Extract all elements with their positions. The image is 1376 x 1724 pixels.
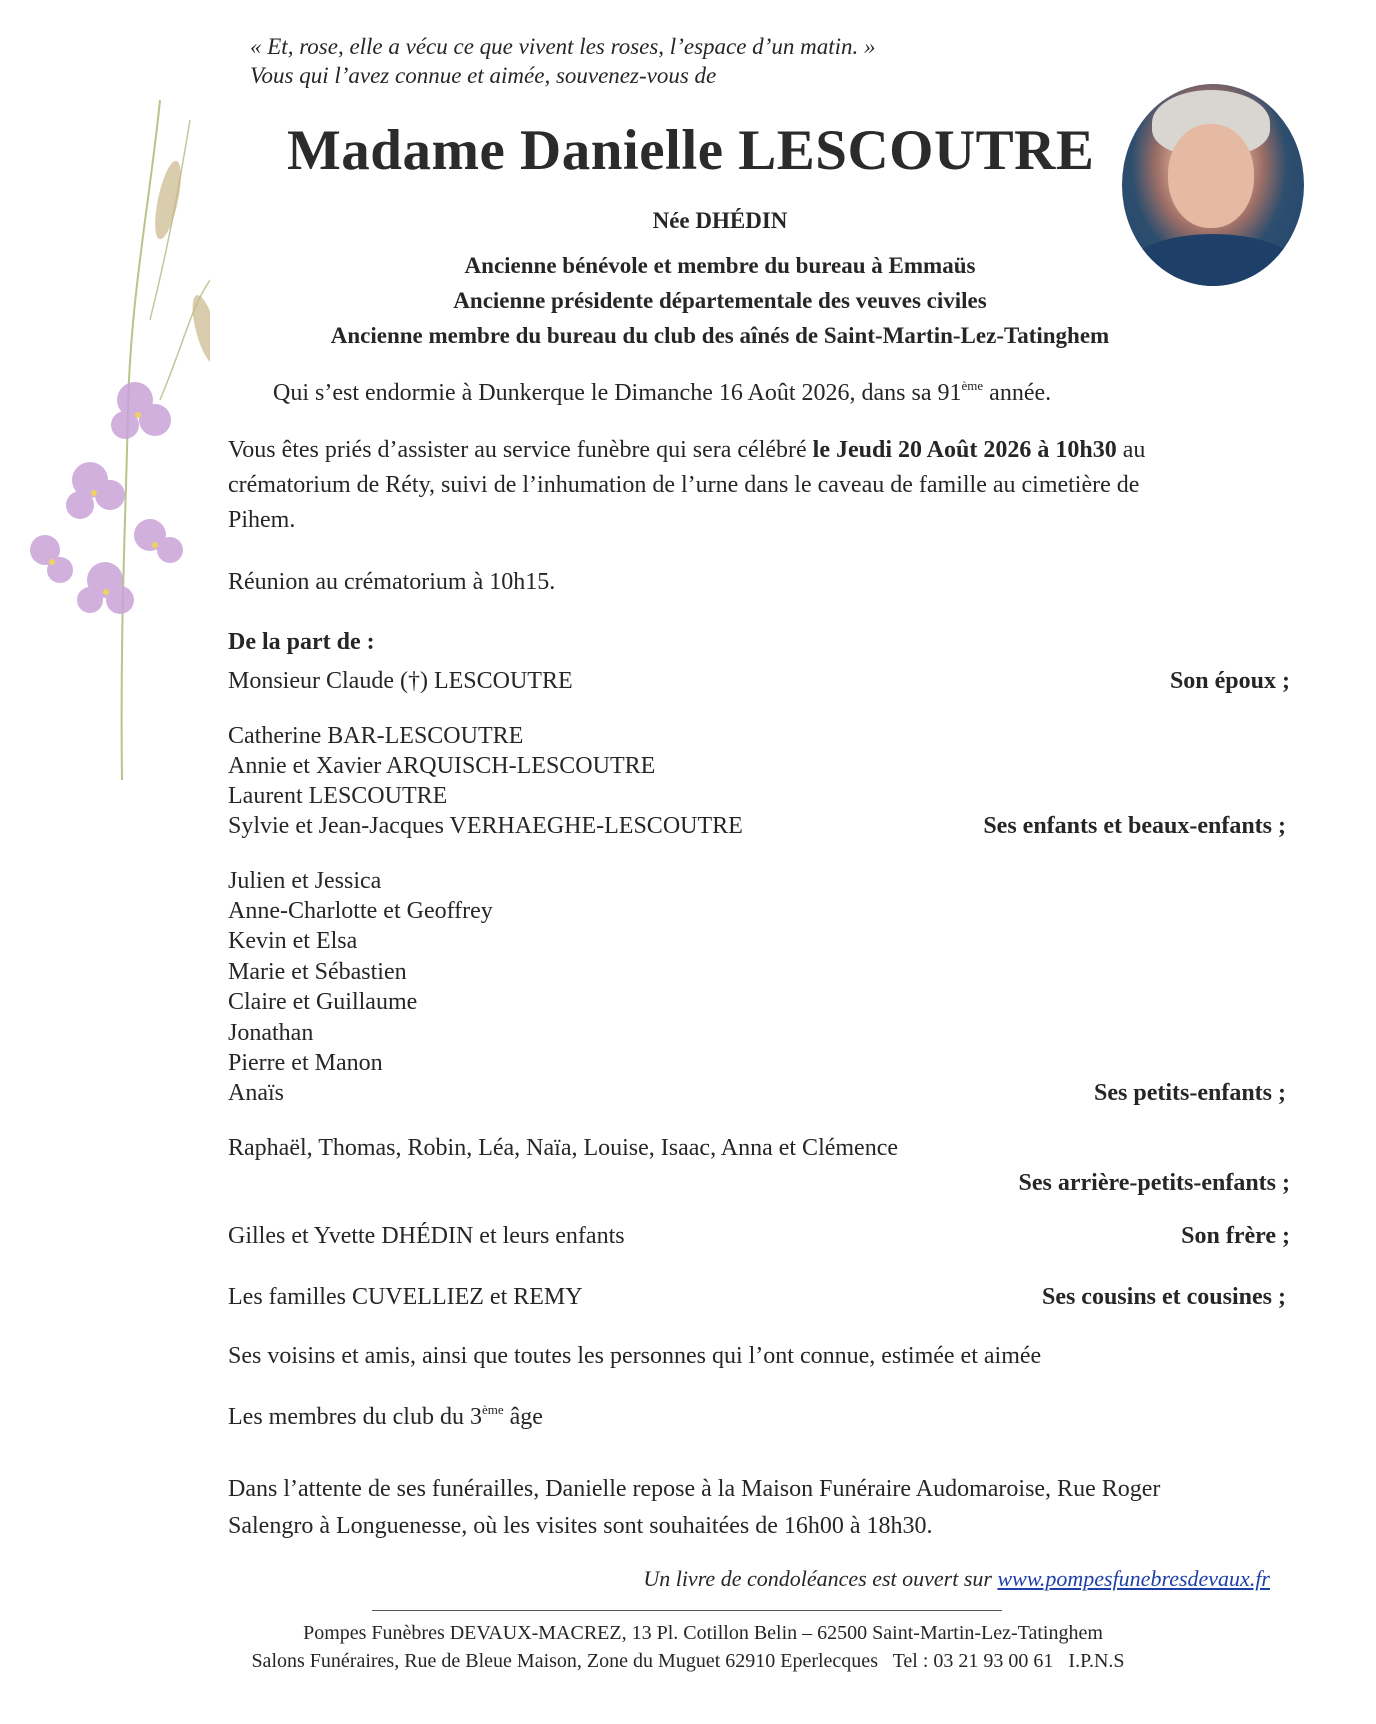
service-line-3: Pihem. [228, 507, 296, 533]
role-3: Ancienne membre du bureau du club des aînés de Saint-Martin-Lez-Tatinghem [330, 323, 1110, 348]
child-1: Catherine BAR-LESCOUTRE [228, 723, 524, 749]
maiden-name: Née DHÉDIN [652, 208, 788, 233]
quote-line-1: « Et, rose, elle a vécu ce que vivent les roses, l’espace d’un matin. » [250, 34, 876, 59]
brother-relation: Son frère ; [1181, 1223, 1290, 1249]
grandchild-6: Jonathan [228, 1020, 314, 1046]
grandchild-1: Julien et Jessica [228, 868, 382, 894]
spouse-relation: Son époux ; [1169, 668, 1290, 694]
grandchild-3: Kevin et Elsa [228, 928, 358, 954]
flower-illustration [10, 80, 210, 800]
grandchild-2: Anne-Charlotte et Geoffrey [228, 898, 493, 924]
service-line-1: Vous êtes priés d’assister au service funèbre qui sera célébré le Jeudi 20 Août 2026 à 10h30 au [228, 437, 1146, 463]
great-grandchildren-names: Raphaël, Thomas, Robin, Léa, Naïa, Louise, Isaac, Anna et Clémence [228, 1135, 899, 1161]
club-members: Les membres du club du 3ème âge [228, 1402, 543, 1430]
children-relation: Ses enfants et beaux-enfants ; [983, 813, 1286, 839]
death-announcement: Qui s’est endormie à Dunkerque le Dimanche 16 Août 2026, dans sa 91ème année. [273, 378, 1052, 406]
rest-line-2: Salengro à Longuenesse, où les visites sont souhaitées de 16h00 à 18h30. [228, 1513, 933, 1539]
footer-line-1: Pompes Funèbres DEVAUX-MACREZ, 13 Pl. Cotillon Belin – 62500 Saint-Martin-Lez-Tatinghem [303, 1622, 1103, 1644]
neighbors-text: Ses voisins et amis, ainsi que toutes les personnes qui l’ont connue, estimée et aimée [228, 1343, 1042, 1369]
cousins-relation: Ses cousins et cousines ; [1041, 1284, 1286, 1310]
condolences-line: Un livre de condoléances est ouvert sur www.pompesfunebresdevaux.fr [643, 1566, 1270, 1591]
grandchild-4: Marie et Sébastien [228, 959, 407, 985]
role-1: Ancienne bénévole et membre du bureau à Emmaüs [464, 253, 976, 278]
cousins-name: Les familles CUVELLIEZ et REMY [228, 1284, 583, 1310]
quote-line-2: Vous qui l’avez connue et aimée, souvenez-vous de [250, 63, 717, 88]
footer-line-2: Salons Funéraires, Rue de Bleue Maison, Zone du Muguet 62910 Eperlecques Tel : 03 21 93 00 61 I.P.N.S [251, 1650, 1125, 1672]
rest-line-1: Dans l’attente de ses funérailles, Danielle repose à la Maison Funéraire Audomaroise, Rue Roger [228, 1476, 1161, 1502]
spouse-name: Monsieur Claude (†) LESCOUTRE [228, 668, 573, 694]
child-3: Laurent LESCOUTRE [228, 783, 448, 809]
condolences-link[interactable]: www.pompesfunebresdevaux.fr [997, 1566, 1270, 1591]
grandchild-5: Claire et Guillaume [228, 989, 418, 1015]
child-2: Annie et Xavier ARQUISCH-LESCOUTRE [228, 753, 656, 779]
footer-divider [372, 1610, 1002, 1611]
brother-name: Gilles et Yvette DHÉDIN et leurs enfants [228, 1223, 625, 1249]
role-2: Ancienne présidente départementale des veuves civiles [453, 288, 987, 313]
from-label: De la part de : [228, 629, 375, 655]
child-4: Sylvie et Jean-Jacques VERHAEGHE-LESCOUTRE [228, 813, 743, 839]
deceased-name: Madame Danielle LESCOUTRE [287, 119, 1095, 182]
reunion-text: Réunion au crématorium à 10h15. [228, 569, 556, 595]
service-line-2: crématorium de Réty, suivi de l’inhumation de l’urne dans le caveau de famille au cimetière de [228, 472, 1140, 498]
grandchild-8: Anaïs [228, 1080, 284, 1106]
grandchild-7: Pierre et Manon [228, 1050, 383, 1076]
great-grandchildren-relation: Ses arrière-petits-enfants ; [1018, 1170, 1290, 1196]
grandchildren-relation: Ses petits-enfants ; [1094, 1080, 1286, 1106]
